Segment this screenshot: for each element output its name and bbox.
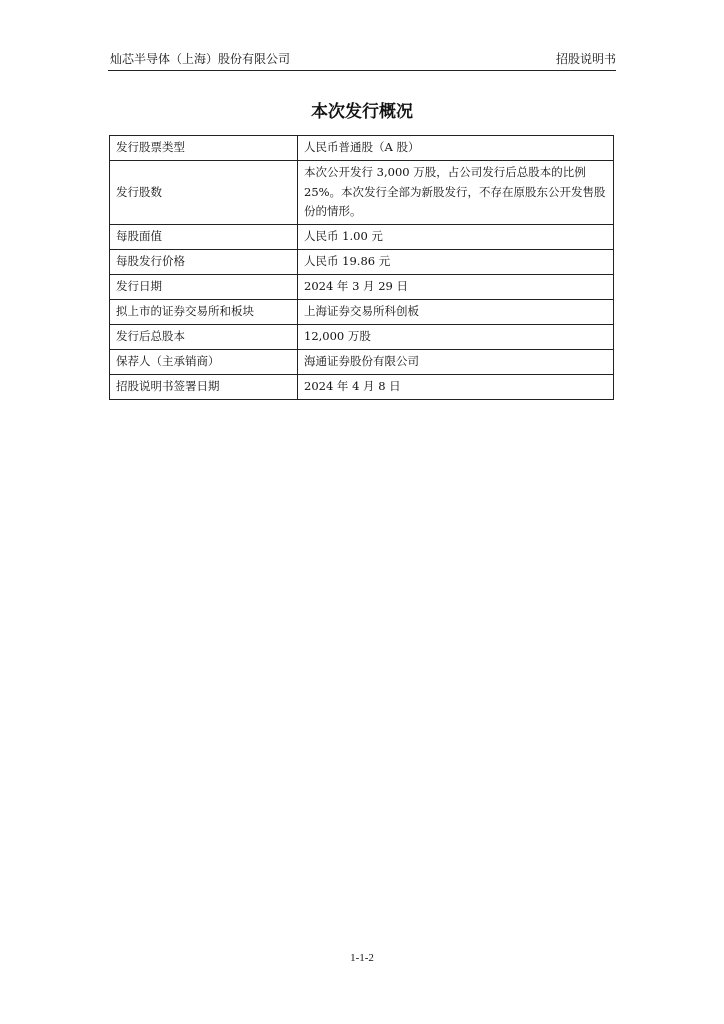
row-label: 保荐人（主承销商）	[110, 349, 298, 374]
table-row	[110, 299, 614, 324]
row-label: 发行后总股本	[110, 324, 298, 349]
row-label: 发行日期	[110, 274, 298, 299]
row-value: 2024 年 3 月 29 日	[298, 274, 614, 299]
row-label: 拟上市的证券交易所和板块	[110, 299, 298, 324]
table-row	[110, 136, 614, 161]
row-value: 人民币 1.00 元	[298, 224, 614, 249]
table-row	[110, 274, 614, 299]
company-name: 灿芯半导体（上海）股份有限公司	[110, 52, 291, 66]
row-value: 2024 年 4 月 8 日	[298, 374, 614, 399]
document-type: 招股说明书	[555, 52, 616, 66]
table-row	[110, 161, 614, 225]
row-label: 发行股票类型	[110, 136, 298, 161]
row-value: 12,000 万股	[298, 324, 614, 349]
row-label: 每股面值	[110, 224, 298, 249]
page-header	[108, 50, 616, 71]
row-value: 上海证券交易所科创板	[298, 299, 614, 324]
row-label: 发行股数	[110, 161, 298, 225]
row-value: 海通证券股份有限公司	[298, 349, 614, 374]
row-label: 每股发行价格	[110, 249, 298, 274]
table-row	[110, 349, 614, 374]
page-number: 1-1-2	[350, 952, 374, 964]
table-row	[110, 249, 614, 274]
section-title: 本次发行概况	[311, 102, 413, 122]
row-value: 人民币普通股（A 股）	[298, 136, 614, 161]
row-value: 人民币 19.86 元	[298, 249, 614, 274]
table-row	[110, 324, 614, 349]
row-value: 本次公开发行 3,000 万股，占公司发行后总股本的比例 25%。本次发行全部为新股发行，不存在原股东公开发售股份的情形。	[298, 161, 614, 225]
offering-summary-table	[109, 135, 614, 400]
table-row	[110, 374, 614, 399]
table-row	[110, 224, 614, 249]
row-label: 招股说明书签署日期	[110, 374, 298, 399]
